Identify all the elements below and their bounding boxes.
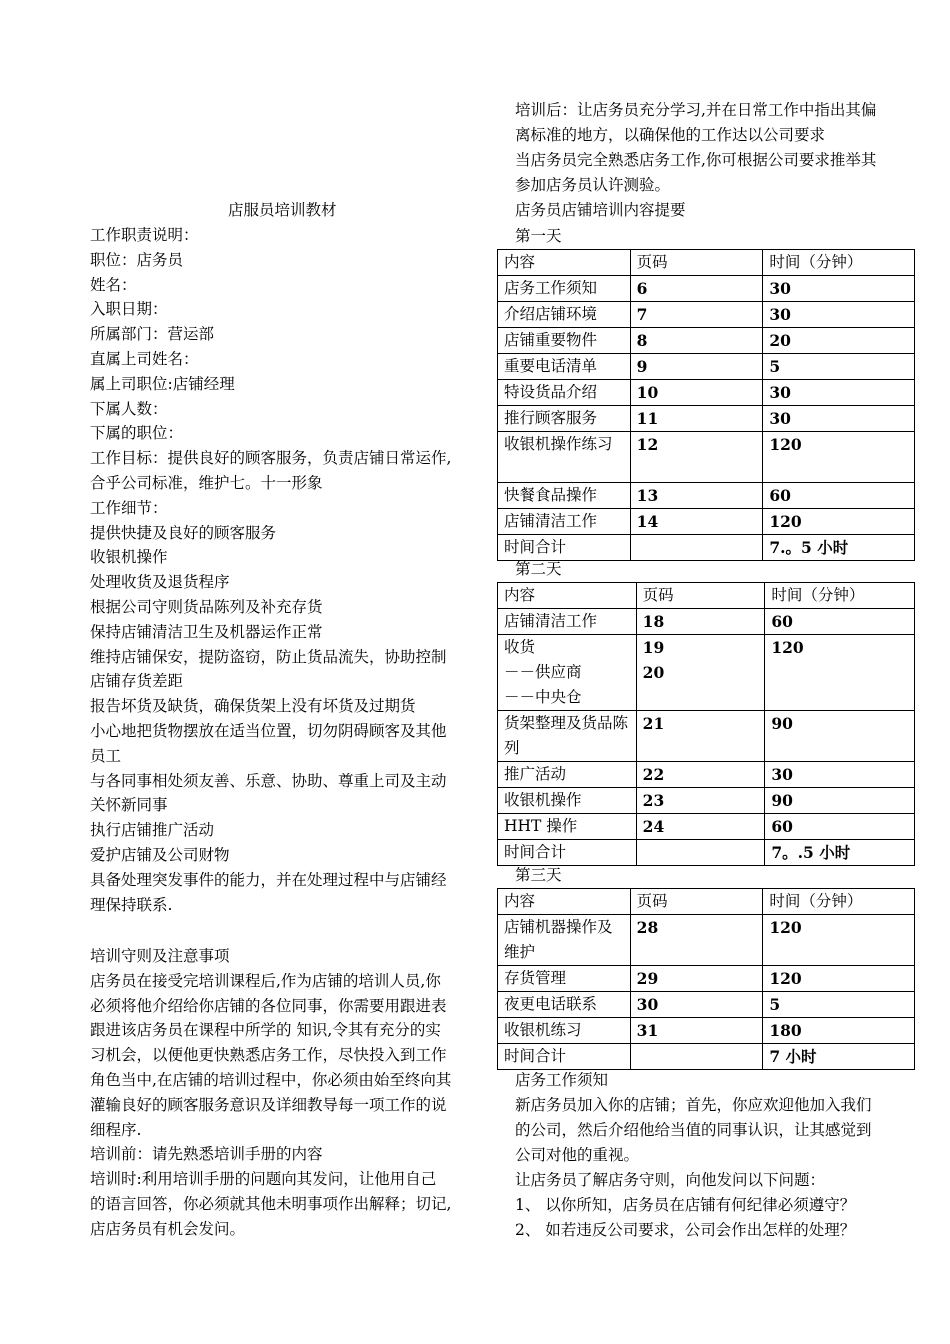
text-line: 公司对他的重视。 <box>515 1146 640 1164</box>
text-line: 入职日期： <box>90 300 168 319</box>
table-cell: 店铺清洁工作 <box>498 609 637 635</box>
table-cell: 30 <box>765 762 915 788</box>
schedule-table-day2 <box>497 582 915 866</box>
text-line: 培训时:利用培训手册的问题向其发问，让他用自己 <box>90 1170 437 1189</box>
text-line: 工作细节： <box>90 498 168 517</box>
table-cell: 推广活动 <box>498 762 637 788</box>
text-line: 职位：店务员 <box>90 250 184 269</box>
table-row <box>498 380 915 406</box>
text-line: 习机会，以便他更快熟悉店务工作，尽快投入到工作 <box>90 1046 447 1065</box>
table-cell: 22 <box>636 762 765 788</box>
schedule-table-day3 <box>497 888 915 1070</box>
table-cell: 30 <box>763 302 915 328</box>
table-cell: 9 <box>630 354 763 380</box>
table-row <box>498 432 915 483</box>
table-cell: 重要电话清单 <box>498 354 631 380</box>
text-line: 所属部门：营运部 <box>90 325 215 344</box>
table-cell: 30 <box>763 380 915 406</box>
table-cell: 28 <box>630 915 763 966</box>
table-header-cell: 内容 <box>498 583 637 609</box>
text-line: 灌输良好的顾客服务意识及详细教导每一项工作的说 <box>90 1095 447 1114</box>
table-header-row <box>498 250 915 276</box>
text-line: 报告坏货及缺货，确保货架上没有坏货及过期货 <box>90 697 416 716</box>
table-cell: 时间合计 <box>498 840 637 866</box>
table-row <box>498 354 915 380</box>
text-line: 细程序. <box>90 1120 142 1139</box>
table-cell <box>636 840 765 866</box>
table-header-row <box>498 583 915 609</box>
table-cell: 90 <box>765 711 915 762</box>
table-row <box>498 609 915 635</box>
text-line: 下属的职位： <box>90 424 184 443</box>
table-row <box>498 483 915 509</box>
table-cell: 时间合计 <box>498 535 631 561</box>
table-row <box>498 814 915 840</box>
table-header-cell: 页码 <box>636 583 765 609</box>
table-cell <box>630 1044 763 1070</box>
text-line: 培训守则及注意事项 <box>90 947 230 965</box>
schedule-table-day1-label: 第一天 <box>515 227 562 245</box>
table-row <box>498 840 915 866</box>
table-row <box>498 966 915 992</box>
text-line: 保持店铺清洁卫生及机器运作正常 <box>90 622 323 641</box>
text-line: 角色当中,在店铺的培训过程中，你必须由始至终向其 <box>90 1071 452 1089</box>
text-line: 处理收货及退货程序 <box>90 573 230 592</box>
text-line: 2、 如若违反公司要求，公司会作出怎样的处理？ <box>515 1221 856 1239</box>
text-line: 合乎公司标准，维护七。十一形象 <box>90 474 323 492</box>
text-line: 属上司职位:店铺经理 <box>90 374 235 393</box>
schedule-table-day2-label: 第二天 <box>515 560 562 578</box>
text-line: 店务员店铺培训内容提要 <box>515 201 686 219</box>
table-row <box>498 276 915 302</box>
table-cell: 收银机练习 <box>498 1018 631 1044</box>
table-cell: 5 <box>763 354 915 380</box>
table-cell: 120 <box>763 966 915 992</box>
text-line: 的公司，然后介绍他给当值的同事认识，让其感觉到 <box>515 1121 872 1139</box>
table-cell: 推行顾客服务 <box>498 406 631 432</box>
text-line: 培训前：请先熟悉培训手册的内容 <box>90 1145 323 1164</box>
table-cell: 货架整理及货品陈列 <box>498 711 637 762</box>
text-line: 执行店铺推广活动 <box>90 821 215 840</box>
table-header-cell: 时间（分钟） <box>765 583 915 609</box>
table-cell: 店务工作须知 <box>498 276 631 302</box>
table-row <box>498 915 915 966</box>
text-line: 培训后：让店务员充分学习,并在日常工作中指出其偏 <box>515 101 877 119</box>
table-cell <box>630 535 763 561</box>
text-line: 与各同事相处须友善、乐意、协助、尊重上司及主动 <box>90 771 447 790</box>
table-cell: 14 <box>630 509 763 535</box>
table-cell: 12 <box>630 432 763 483</box>
table-row <box>498 509 915 535</box>
table-cell: 60 <box>765 609 915 635</box>
text-line: 店铺存货差距 <box>90 672 184 691</box>
text-line: 店务工作须知 <box>515 1071 609 1089</box>
table-header-cell: 内容 <box>498 889 631 915</box>
table-cell: 30 <box>763 406 915 432</box>
table-header-cell: 时间（分钟） <box>763 889 915 915</box>
table-cell: 23 <box>636 788 765 814</box>
table-cell: HHT 操作 <box>498 814 637 840</box>
table-cell: 快餐食品操作 <box>498 483 631 509</box>
table-row <box>498 762 915 788</box>
text-line: 理保持联系. <box>90 895 173 914</box>
table-cell: 29 <box>630 966 763 992</box>
table-cell: 5 <box>763 992 915 1018</box>
text-line: 小心地把货物摆放在适当位置，切勿阴碍顾客及其他 <box>90 722 447 740</box>
table-cell: 收银机操作 <box>498 788 637 814</box>
table-header-cell: 页码 <box>630 250 763 276</box>
text-line: 工作职责说明： <box>90 226 199 244</box>
table-row <box>498 1018 915 1044</box>
table-row <box>498 1044 915 1070</box>
text-line: 员工 <box>90 746 122 765</box>
table-cell: 7。.5 小时 <box>765 840 915 866</box>
table-cell: 时间合计 <box>498 1044 631 1070</box>
text-line: 爱护店铺及公司财物 <box>90 846 230 864</box>
text-line: 让店务员了解店务守则，向他发问以下问题： <box>515 1171 826 1189</box>
text-line: 1、 以你所知，店务员在店铺有何纪律必须遵守？ <box>515 1196 856 1214</box>
text-line: 跟进该店务员在课程中所学的 知识,令其有充分的实 <box>90 1021 441 1040</box>
table-cell: 19 20 <box>636 635 765 711</box>
text-line: 收银机操作 <box>90 548 168 567</box>
text-line: 提供快捷及良好的顾客服务 <box>90 523 277 542</box>
table-cell: 11 <box>630 406 763 432</box>
table-cell: 店铺清洁工作 <box>498 509 631 535</box>
table-cell: 7.。5 小时 <box>763 535 915 561</box>
text-line: 店务员在接受完培训课程后,作为店铺的培训人员,你 <box>90 971 441 990</box>
table-row <box>498 788 915 814</box>
text-line: 必须将他介绍给你店铺的各位同事，你需要用跟进表 <box>90 996 447 1015</box>
table-cell: 21 <box>636 711 765 762</box>
text-line: 工作目标：提供良好的顾客服务，负责店铺日常运作, <box>90 449 452 468</box>
text-line: 的语言回答，你必须就其他未明事项作出解释；切记, <box>90 1195 452 1213</box>
table-cell: 30 <box>630 992 763 1018</box>
table-cell: 存货管理 <box>498 966 631 992</box>
text-line: 根据公司守则货品陈列及补充存货 <box>90 598 323 616</box>
table-cell: 18 <box>636 609 765 635</box>
table-row <box>498 635 915 711</box>
text-line: 下属人数： <box>90 399 168 418</box>
table-header-cell: 内容 <box>498 250 631 276</box>
table-row <box>498 992 915 1018</box>
table-cell: 31 <box>630 1018 763 1044</box>
table-cell: 收货 －－供应商 －－中央仓 <box>498 635 637 711</box>
table-cell: 13 <box>630 483 763 509</box>
table-cell: 60 <box>763 483 915 509</box>
table-cell: 120 <box>763 915 915 966</box>
table-cell: 7 <box>630 302 763 328</box>
text-line: 离标准的地方，以确保他的工作达以公司要求 <box>515 126 826 144</box>
schedule-table-day3-label: 第三天 <box>515 866 562 884</box>
table-row <box>498 302 915 328</box>
table-cell: 店铺重要物件 <box>498 328 631 354</box>
table-row <box>498 328 915 354</box>
text-line: 当店务员完全熟悉店务工作,你可根据公司要求推举其 <box>515 151 877 169</box>
table-cell: 10 <box>630 380 763 406</box>
table-cell: 60 <box>765 814 915 840</box>
table-cell: 7 小时 <box>763 1044 915 1070</box>
text-line: 关怀新同事 <box>90 796 168 815</box>
table-cell: 20 <box>763 328 915 354</box>
table-cell: 24 <box>636 814 765 840</box>
table-cell: 120 <box>763 432 915 483</box>
schedule-table-day1 <box>497 249 915 561</box>
document-title: 店服员培训教材 <box>228 201 337 219</box>
table-header-row <box>498 889 915 915</box>
table-cell: 收银机操作练习 <box>498 432 631 483</box>
table-cell: 120 <box>765 635 915 711</box>
table-cell: 30 <box>763 276 915 302</box>
table-cell: 特设货品介绍 <box>498 380 631 406</box>
table-cell: 180 <box>763 1018 915 1044</box>
table-row <box>498 406 915 432</box>
text-line: 直属上司姓名： <box>90 350 199 368</box>
table-cell: 介绍店铺环境 <box>498 302 631 328</box>
table-cell: 8 <box>630 328 763 354</box>
text-line: 参加店务员认许测验。 <box>515 176 671 194</box>
table-cell: 6 <box>630 276 763 302</box>
text-line: 新店务员加入你的店铺；首先，你应欢迎他加入我们 <box>515 1096 872 1114</box>
table-cell: 夜更电话联系 <box>498 992 631 1018</box>
table-cell: 店铺机器操作及维护 <box>498 915 631 966</box>
text-line: 具备处理突发事件的能力，并在处理过程中与店铺经 <box>90 870 447 889</box>
table-header-cell: 时间（分钟） <box>763 250 915 276</box>
table-row <box>498 711 915 762</box>
table-cell: 120 <box>763 509 915 535</box>
table-cell: 90 <box>765 788 915 814</box>
table-header-cell: 页码 <box>630 889 763 915</box>
text-line: 店店务员有机会发问。 <box>90 1219 246 1238</box>
text-line: 姓名： <box>90 275 137 294</box>
text-line: 维持店铺保安，提防盗窃，防止货品流失，协助控制 <box>90 647 447 666</box>
